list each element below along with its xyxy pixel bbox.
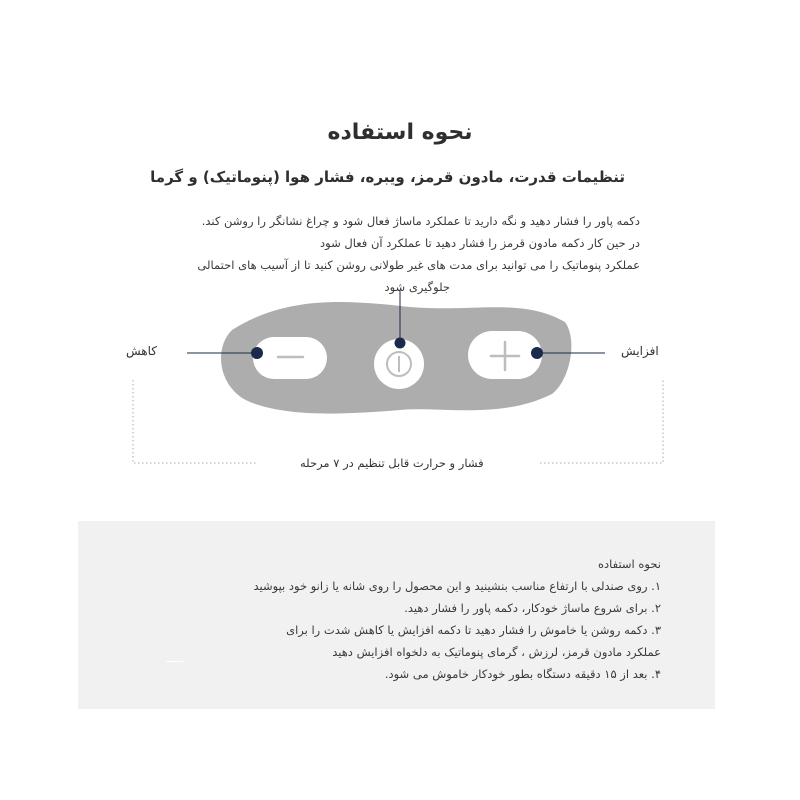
increase-label: افزایش — [621, 344, 659, 358]
description-line: جلوگیری شود — [384, 280, 450, 294]
description-line: در حین کار دکمه مادون قرمز را فشار دهید تا عملکرد آن فعال شود — [320, 236, 640, 250]
decrease-button[interactable] — [253, 337, 327, 379]
instruction-step: ۱. روی صندلی با ارتفاع مناسب بنشینید و این محصول را روی شانه یا زانو خود بپوشید — [253, 579, 661, 593]
increase-button[interactable] — [468, 331, 542, 379]
instruction-step: ۴. بعد از ۱۵ دقیقه دستگاه بطور خودکار خاموش می شود. — [384, 667, 661, 681]
page-subtitle: تنظیمات قدرت، مادون قرمز، ویبره، فشار هوا (پنوماتیک) و گرما — [150, 168, 625, 186]
panel-divider — [166, 661, 183, 662]
instructions-panel — [78, 521, 715, 709]
decrease-marker — [251, 347, 263, 359]
increase-marker — [531, 347, 543, 359]
description-line: دکمه پاور را فشار دهید و نگه دارید تا عملکرد ماساژ فعال شود و چراغ نشانگر را روشن کند. — [201, 214, 640, 228]
instruction-step: عملکرد مادون قرمز، لرزش ، گرمای پنوماتیک به دلخواه افزایش دهید — [332, 645, 661, 659]
instruction-step: ۲. برای شروع ماساژ خودکار، دکمه پاور را فشار دهید. — [404, 601, 661, 615]
levels-label: فشار و حرارت قابل تنظیم در ۷ مرحله — [300, 456, 484, 470]
decrease-label: کاهش — [126, 344, 157, 358]
instructions-title: نحوه استفاده — [597, 557, 661, 571]
power-marker — [395, 338, 406, 349]
instruction-step: ۳. دکمه روشن یا خاموش را فشار دهید تا دکمه افزایش یا کاهش شدت را برای — [286, 623, 661, 637]
page-title: نحوه استفاده — [327, 120, 473, 145]
description-line: عملکرد پنوماتیک را می توانید برای مدت های غیر طولانی روشن کنید تا از آسیب های احتمالی — [197, 258, 640, 272]
